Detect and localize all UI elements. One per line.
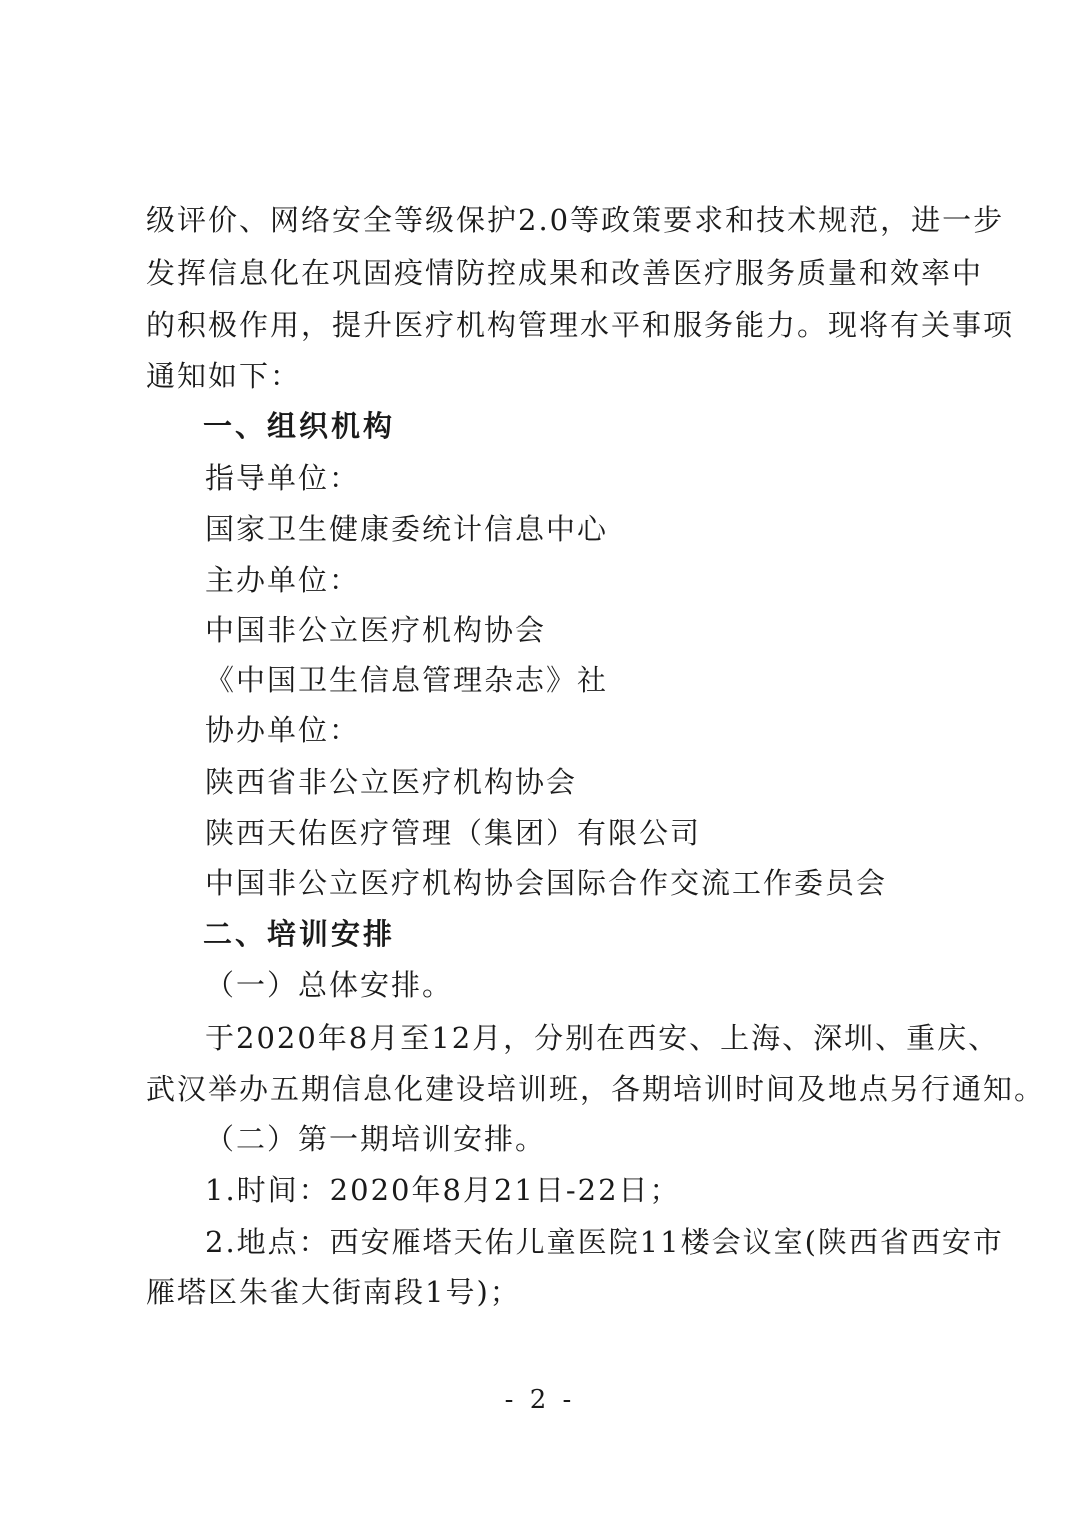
section-heading-training: 二、培训安排: [203, 917, 396, 951]
co-unit-name: 中国非公立医疗机构协会国际合作交流工作委员会: [205, 866, 888, 900]
host-unit-name: 《中国卫生信息管理杂志》社: [205, 663, 609, 697]
list-item-location: 2.地点：西安雁塔天佑儿童医院11楼会议室(陕西省西安市: [205, 1225, 1004, 1259]
paragraph-line: 通知如下：: [146, 359, 302, 393]
host-unit-name: 中国非公立医疗机构协会: [205, 613, 547, 647]
co-unit-name: 陕西省非公立医疗机构协会: [205, 765, 578, 799]
paragraph-line: 级评价、网络安全等级保护2.0等政策要求和技术规范，进一步: [146, 203, 1005, 237]
subsection-heading-overall: （一）总体安排。: [205, 968, 454, 1002]
list-item-location-continued: 雁塔区朱雀大街南段1号)；: [146, 1275, 521, 1309]
paragraph-line: 于2020年8月至12月，分别在西安、上海、深圳、重庆、: [205, 1021, 1000, 1055]
host-unit-label: 主办单位：: [205, 563, 361, 597]
guide-unit-label: 指导单位：: [205, 461, 361, 495]
paragraph-line: 的积极作用，提升医疗机构管理水平和服务能力。现将有关事项: [146, 308, 1015, 342]
paragraph-line: 武汉举办五期信息化建设培训班，各期培训时间及地点另行通知。: [146, 1072, 1046, 1106]
section-heading-organization: 一、组织机构: [203, 409, 396, 443]
page-number: - 2 -: [504, 1385, 576, 1415]
paragraph-line: 发挥信息化在巩固疫情防控成果和改善医疗服务质量和效率中: [146, 256, 984, 290]
guide-unit-name: 国家卫生健康委统计信息中心: [205, 512, 609, 546]
co-unit-label: 协办单位：: [205, 713, 361, 747]
co-unit-name: 陕西天佑医疗管理（集团）有限公司: [205, 816, 702, 850]
list-item-time: 1.时间：2020年8月21日-22日；: [205, 1173, 681, 1207]
subsection-heading-first-session: （二）第一期培训安排。: [205, 1122, 547, 1156]
